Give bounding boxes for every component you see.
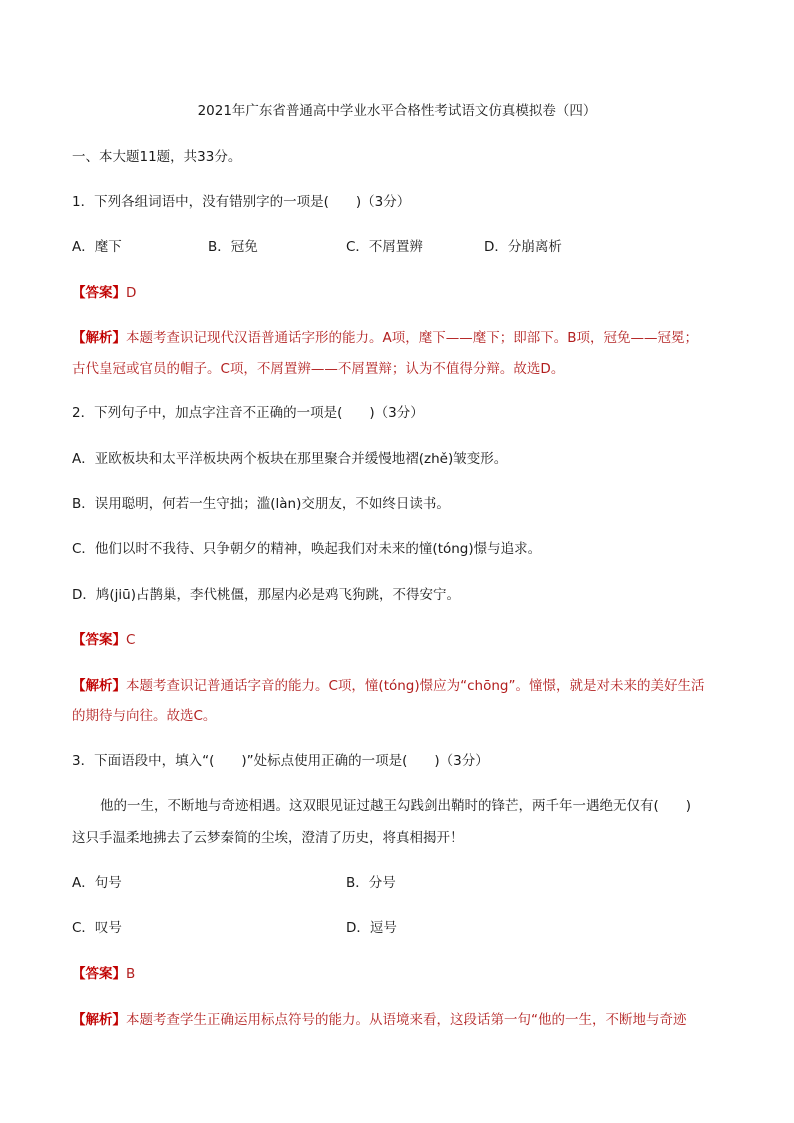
question-2-analysis-line-1 (72, 676, 705, 696)
analysis-tag: 【解析】 (72, 330, 126, 346)
question-2-option-d: D．鸠(jiū)占鹊巢，李代桃僵，那屋内必是鸡飞狗跳，不得安宁。 (72, 587, 460, 603)
question-3-option-d: D．逗号 (346, 920, 397, 936)
analysis-tag: 【解析】 (72, 1012, 126, 1028)
question-1-option-b: B．冠免 (208, 239, 258, 255)
question-3-option-a: A．句号 (72, 875, 122, 891)
question-1-option-a: A．麾下 (72, 239, 122, 255)
answer-value: C (126, 632, 136, 648)
question-3-answer (72, 964, 135, 984)
question-1-answer (72, 283, 136, 303)
analysis-text: 本题考查学生正确运用标点符号的能力。从语境来看，这段话第一句“他的一生，不断地与奇迹 (126, 1012, 687, 1028)
answer-value: D (126, 285, 137, 301)
question-3-stem: 3．下面语段中，填入“( )”处标点使用正确的一项是( )（3分） (72, 753, 489, 769)
question-2-answer (72, 630, 135, 650)
question-3-option-c: C．叹号 (72, 920, 122, 936)
question-1-option-c: C．不屑置辨 (346, 239, 423, 255)
question-1-analysis-line-2: 古代皇冠或官员的帽子。C项，不屑置辨——不屑置辩；认为不值得分辩。故选D。 (72, 361, 565, 377)
answer-value: B (126, 966, 136, 982)
section-heading: 一、本大题11题，共33分。 (72, 149, 242, 165)
question-2-stem: 2．下列句子中，加点字注音不正确的一项是( )（3分） (72, 405, 424, 421)
page-title: 2021年广东省普通高中学业水平合格性考试语文仿真模拟卷（四） (197, 103, 597, 119)
analysis-tag: 【解析】 (72, 678, 126, 694)
question-3-passage-line-2: 这只手温柔地拂去了云梦秦简的尘埃，澄清了历史，将真相揭开！ (72, 830, 464, 846)
question-1-option-d: D．分崩离析 (484, 239, 562, 255)
question-2-option-b: B．误用聪明，何若一生守拙；滥(làn)交朋友，不如终日读书。 (72, 496, 450, 512)
question-3-analysis-line-1 (72, 1010, 687, 1030)
analysis-text: 本题考查识记现代汉语普通话字形的能力。A项，麾下——麾下；即部下。B项，冠免——冠冕； (126, 330, 698, 346)
question-1-analysis-line-1 (72, 328, 698, 348)
question-2-option-a: A．亚欧板块和太平洋板块两个板块在那里聚合并缓慢地褶(zhě)皱变形。 (72, 451, 508, 467)
answer-tag: 【答案】 (72, 966, 126, 982)
answer-tag: 【答案】 (72, 285, 126, 301)
question-1-stem: 1．下列各组词语中，没有错别字的一项是( )（3分） (72, 194, 411, 210)
answer-tag: 【答案】 (72, 632, 126, 648)
analysis-text: 本题考查识记普通话字音的能力。C项，憧(tóng)憬应为“chōng”。憧憬，就是对未来的美好生活 (126, 678, 705, 694)
question-3-option-b: B．分号 (346, 875, 396, 891)
question-2-option-c: C．他们以时不我待、只争朝夕的精神，唤起我们对未来的憧(tóng)憬与追求。 (72, 541, 542, 557)
question-3-passage-line-1: 他的一生，不断地与奇迹相遇。这双眼见证过越王勾践剑出鞘时的锋芒，两千年一遇绝无仅有( ) (100, 798, 692, 814)
question-2-analysis-line-2: 的期待与向往。故选C。 (72, 708, 217, 724)
